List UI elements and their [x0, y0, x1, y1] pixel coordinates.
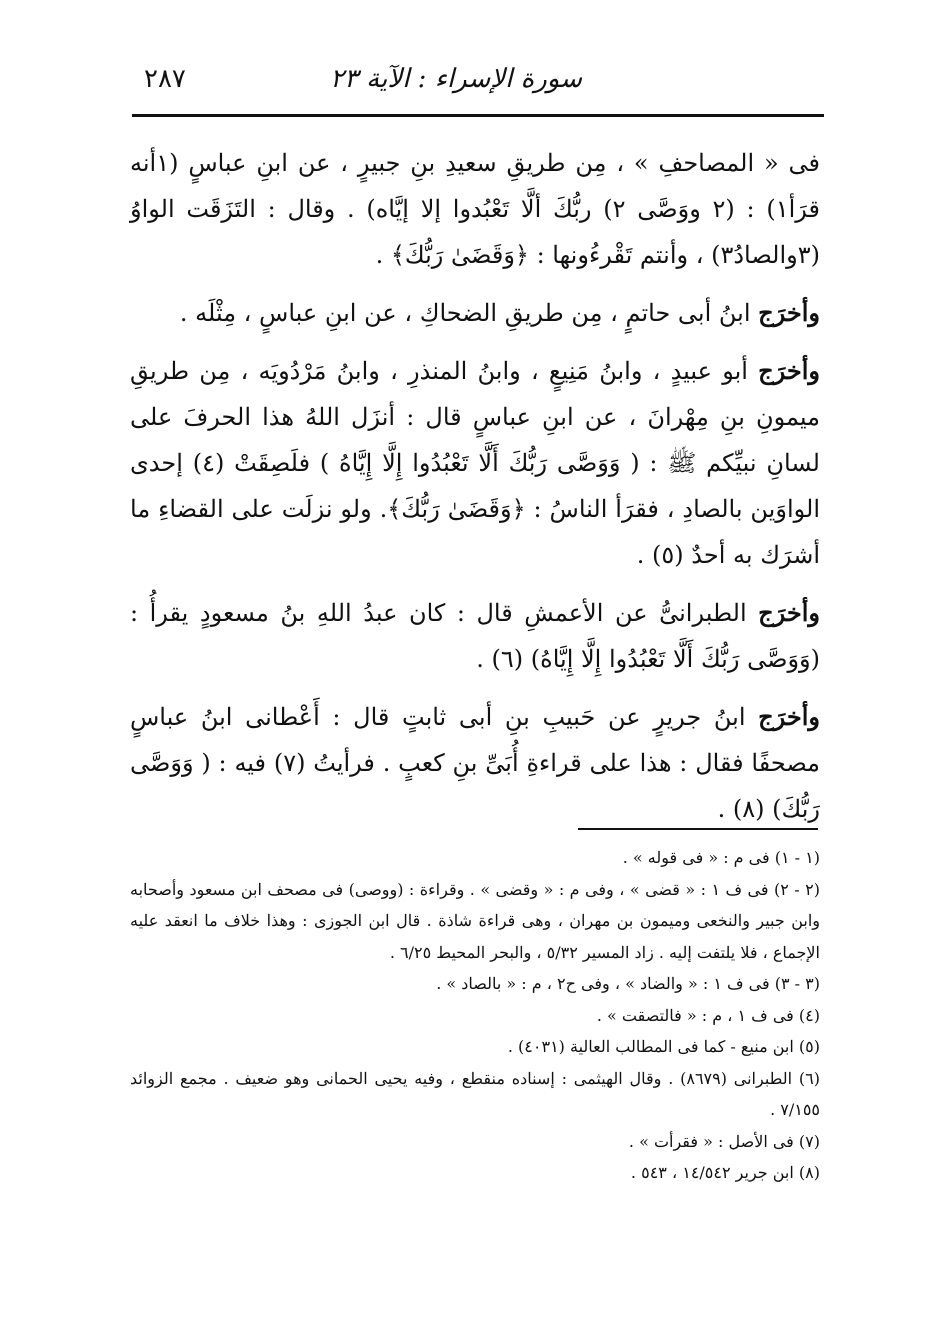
paragraph [130, 348, 820, 578]
paragraph-text: فى « المصاحفِ » ، مِن طريقِ سعيدِ بنِ جبيرٍ ، عن ابنِ عباسٍ (١أنه قرَأ١) : (٢ ووَصَّى ٢) ربُّكَ ألَّا تَعْبُدوا إلا إيَّاه) . وقال : التَزَقَت الواوُ (٣والصادُ٣) ، وأنتم تَقْرءُونها : ﴿وَقَضَىٰ رَبُّكَ﴾ . [130, 149, 820, 269]
paragraph-text: الطبرانىُّ عن الأعمشِ قال : كان عبدُ اللهِ بنُ مسعودٍ يقرأُ : (وَوَصَّى رَبُّكَ أَلَّا تَعْبُدُوا إِلَّا إِيَّاهُ) (٦) . [130, 599, 820, 673]
paragraph-lead: وأخرَج [758, 298, 820, 327]
paragraph [130, 290, 820, 336]
footnote: (٤) فى ف ١ ، م : « فالتصقت » . [596, 1005, 820, 1025]
footnote: (٣ - ٣) فى ف ١ : « والضاد » ، وفى ح٢ ، م : « بالصاد » . [436, 974, 820, 993]
page-number: ٢٨٧ [144, 64, 186, 94]
paragraph-lead: وأخرَج [758, 356, 820, 385]
paragraph [130, 140, 820, 278]
paragraph-text: أبو عبيدٍ ، وابنُ مَنِيعٍ ، وابنُ المنذرِ ، وابنُ مَرْدُويَه ، مِن طريقِ ميمونِ بنِ مِهْرانَ ، عن ابنِ عباسٍ قال : أنزَل اللهُ هذا الحرفَ على لسانِ نبيِّكم ﷺ : ( وَوَصَّى رَبُّكَ أَلَّا تَعْبُدُوا إِلَّا إِيَّاهُ ) فلَصِقَتْ (٤) إحدى الواوَين بالصادِ ، فقرَأ الناسُ : ﴿وَقَضَىٰ رَبُّكَ﴾. ولو نزلَت على القضاءِ ما أشرَك به أحدٌ (٥) . [130, 357, 820, 569]
main-text [130, 140, 820, 844]
footnote-divider [578, 828, 818, 830]
footnote: (١ - ١) فى م : « فى قوله » . [622, 848, 820, 867]
page-header [132, 60, 822, 100]
footnote: (٢ - ٢) فى ف ١ : « قضى » ، وفى م : « وقضى » . وقراءة : (ووصى) فى مصحف ابن مسعود وأصحابه وابن جبير والنخعى وميمون بن مهران ، وهى قراءة شاذة . قال ابن الجوزى : وهذا خلاف ما انعقد عليه الإجماع ، فلا يلتفت إليه . زاد المسير ٥/٣٢ ، والبحر المحيط ٦/٢٥ . [130, 879, 821, 962]
header-divider [132, 114, 824, 117]
paragraph [130, 694, 820, 832]
running-title: سورة الإسراء : الآية ٢٣ [329, 64, 582, 94]
paragraph-text: ابنُ أبى حاتمٍ ، مِن طريقِ الضحاكِ ، عن ابنِ عباسٍ ، مِثْلَه . [179, 299, 751, 327]
footnotes [130, 842, 820, 1189]
paragraph [130, 590, 820, 682]
footnote: (٦) الطبرانى (٨٦٧٩) . وقال الهيثمى : إسناده منقطع ، وفيه يحيى الحمانى وهو ضعيف . مجمع الزوائد ٧/١٥٥ . [130, 1068, 820, 1119]
paragraph-text: ابنُ جريرٍ عن حَبيبِ بنِ أبى ثابتٍ قال : أَعْطانى ابنُ عباسٍ مصحفًا فقال : هذا على قراءةِ أُبَىِّ بنِ كعبٍ . فرأيتُ (٧) فيه : ( وَوَصَّى رَبُّكَ) (٨) . [130, 703, 820, 823]
paragraph-lead: وأخرَج [758, 702, 820, 731]
footnote: (٥) ابن منيع - كما فى المطالب العالية (٤٠٣١) . [507, 1037, 820, 1056]
footnote: (٨) ابن جرير ١٤/٥٤٢ ، ٥٤٣ . [630, 1163, 820, 1182]
paragraph-lead: وأخرَج [758, 598, 820, 627]
footnote: (٧) فى الأصل : « فقرأت » . [628, 1131, 820, 1151]
